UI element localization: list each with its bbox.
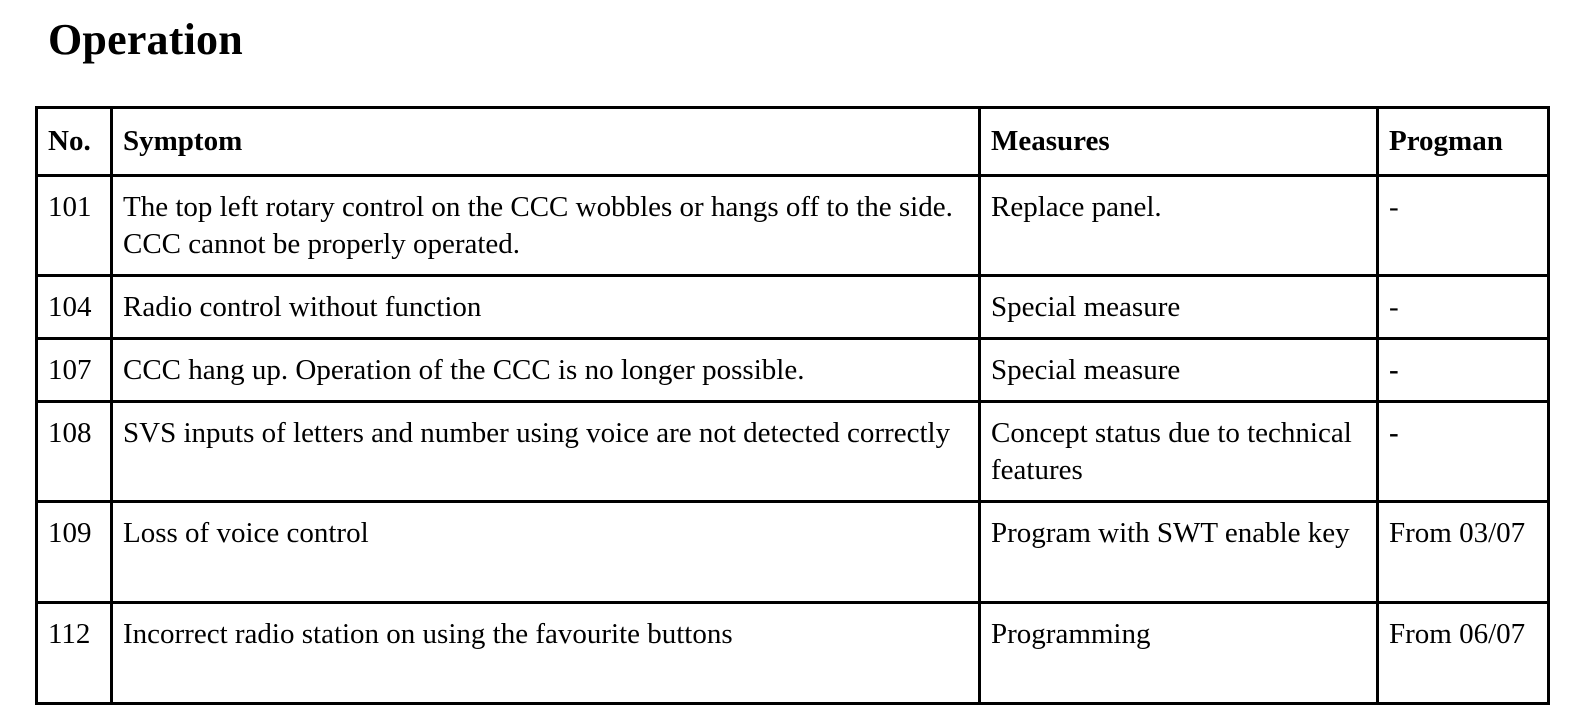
- page-title: Operation: [48, 15, 243, 64]
- cell-progman: -: [1378, 176, 1549, 276]
- table-header-row: [37, 108, 1549, 176]
- table-row: [37, 502, 1549, 603]
- table-row: [37, 603, 1549, 704]
- table-row: [37, 276, 1549, 339]
- cell-no: 104: [37, 276, 112, 339]
- cell-measures: Special measure: [980, 339, 1378, 402]
- cell-symptom: Loss of voice control: [112, 502, 980, 603]
- cell-symptom: SVS inputs of letters and number using voice are not detected correctly: [112, 402, 980, 502]
- cell-symptom: Radio control without function: [112, 276, 980, 339]
- cell-progman: From 03/07: [1378, 502, 1549, 603]
- cell-progman: -: [1378, 339, 1549, 402]
- header-symptom: Symptom: [112, 108, 980, 176]
- cell-symptom: The top left rotary control on the CCC wobbles or hangs off to the side. CCC cannot be properly operated.: [112, 176, 980, 276]
- cell-no: 107: [37, 339, 112, 402]
- cell-measures: Programming: [980, 603, 1378, 704]
- cell-no: 101: [37, 176, 112, 276]
- cell-progman: -: [1378, 402, 1549, 502]
- operation-table: [35, 106, 1550, 705]
- cell-symptom: Incorrect radio station on using the favourite buttons: [112, 603, 980, 704]
- cell-progman: From 06/07: [1378, 603, 1549, 704]
- cell-symptom: CCC hang up. Operation of the CCC is no longer possible.: [112, 339, 980, 402]
- header-progman: Progman: [1378, 108, 1549, 176]
- cell-no: 112: [37, 603, 112, 704]
- header-measures: Measures: [980, 108, 1378, 176]
- table-row: [37, 402, 1549, 502]
- cell-no: 108: [37, 402, 112, 502]
- table-row: [37, 339, 1549, 402]
- cell-measures: Special measure: [980, 276, 1378, 339]
- table-row: [37, 176, 1549, 276]
- header-no: No.: [37, 108, 112, 176]
- cell-measures: Concept status due to technical features: [980, 402, 1378, 502]
- cell-no: 109: [37, 502, 112, 603]
- cell-measures: Program with SWT enable key: [980, 502, 1378, 603]
- cell-measures: Replace panel.: [980, 176, 1378, 276]
- cell-progman: -: [1378, 276, 1549, 339]
